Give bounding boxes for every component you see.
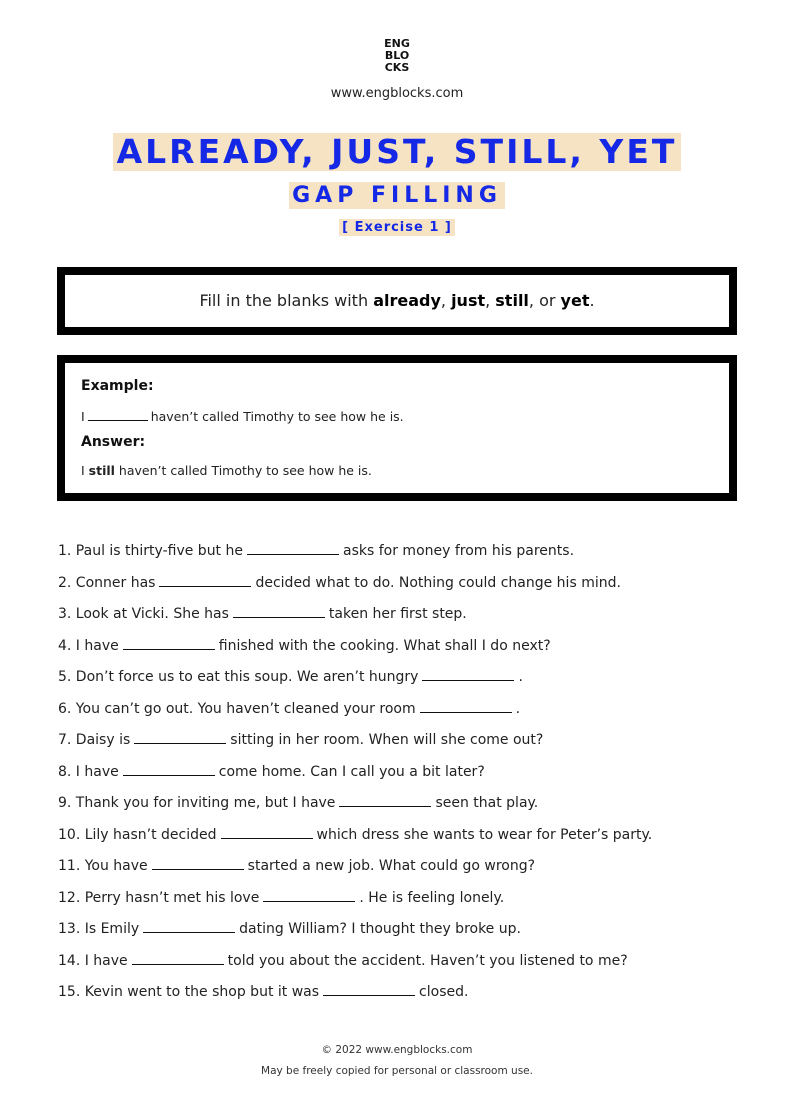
question-item: 8. I have come home. Can I call you a bit later?: [58, 761, 758, 793]
question-item: 7. Daisy is sitting in her room. When will she come out?: [58, 729, 758, 761]
engblocks-logo: [0, 38, 794, 74]
answer-blank[interactable]: [323, 981, 415, 996]
answer-blank[interactable]: [159, 572, 251, 587]
question-item: 2. Conner has decided what to do. Nothing could change his mind.: [58, 572, 758, 604]
page-title: ALREADY, JUST, STILL, YET: [113, 133, 682, 171]
footer-copyright: © 2022 www.engblocks.com: [321, 1044, 473, 1056]
question-item: 6. You can’t go out. You haven’t cleaned your room .: [58, 698, 758, 730]
logo-line-1: ENG: [384, 37, 410, 50]
answer-blank[interactable]: [123, 761, 215, 776]
footer-note: May be freely copied for personal or classroom use.: [261, 1065, 533, 1077]
example-blank: [88, 408, 148, 421]
question-item: 12. Perry hasn’t met his love . He is feeling lonely.: [58, 887, 758, 919]
example-sentence: I haven’t called Timothy to see how he is.: [81, 409, 404, 424]
question-item: 10. Lily hasn’t decided which dress she wants to wear for Peter’s party.: [58, 824, 758, 856]
question-list: [58, 540, 758, 1013]
question-item: 4. I have finished with the cooking. What shall I do next?: [58, 635, 758, 667]
question-item: 5. Don’t force us to eat this soup. We aren’t hungry .: [58, 666, 758, 698]
answer-blank[interactable]: [221, 824, 313, 839]
exercise-label: [ Exercise 1 ]: [339, 219, 455, 236]
example-box: [57, 355, 737, 501]
answer-blank[interactable]: [134, 729, 226, 744]
answer-blank[interactable]: [152, 855, 244, 870]
instructions-text: Fill in the blanks with already, just, still, or yet.: [199, 291, 595, 310]
question-item: 9. Thank you for inviting me, but I have seen that play.: [58, 792, 758, 824]
question-item: 14. I have told you about the accident. Haven’t you listened to me?: [58, 950, 758, 982]
instructions-box: [57, 267, 737, 335]
answer-blank[interactable]: [247, 540, 339, 555]
question-item: 13. Is Emily dating William? I thought they broke up.: [58, 918, 758, 950]
answer-blank[interactable]: [339, 792, 431, 807]
answer-blank[interactable]: [123, 635, 215, 650]
answer-blank[interactable]: [143, 918, 235, 933]
logo-line-2: BLO: [384, 49, 410, 62]
question-item: 15. Kevin went to the shop but it was closed.: [58, 981, 758, 1013]
question-item: 1. Paul is thirty-five but he asks for money from his parents.: [58, 540, 758, 572]
example-label: Example:: [81, 378, 154, 394]
answer-label: Answer:: [81, 434, 146, 450]
question-item: 11. You have started a new job. What could go wrong?: [58, 855, 758, 887]
page-subtitle: GAP FILLING: [289, 182, 505, 209]
answer-blank[interactable]: [132, 950, 224, 965]
answer-blank[interactable]: [233, 603, 325, 618]
answer-blank[interactable]: [422, 666, 514, 681]
question-item: 3. Look at Vicki. She has taken her first step.: [58, 603, 758, 635]
logo-line-3: CKS: [384, 61, 410, 74]
answer-sentence: I still haven’t called Timothy to see how he is.: [81, 463, 372, 478]
answer-blank[interactable]: [263, 887, 355, 902]
site-url[interactable]: www.engblocks.com: [330, 86, 464, 101]
answer-blank[interactable]: [420, 698, 512, 713]
